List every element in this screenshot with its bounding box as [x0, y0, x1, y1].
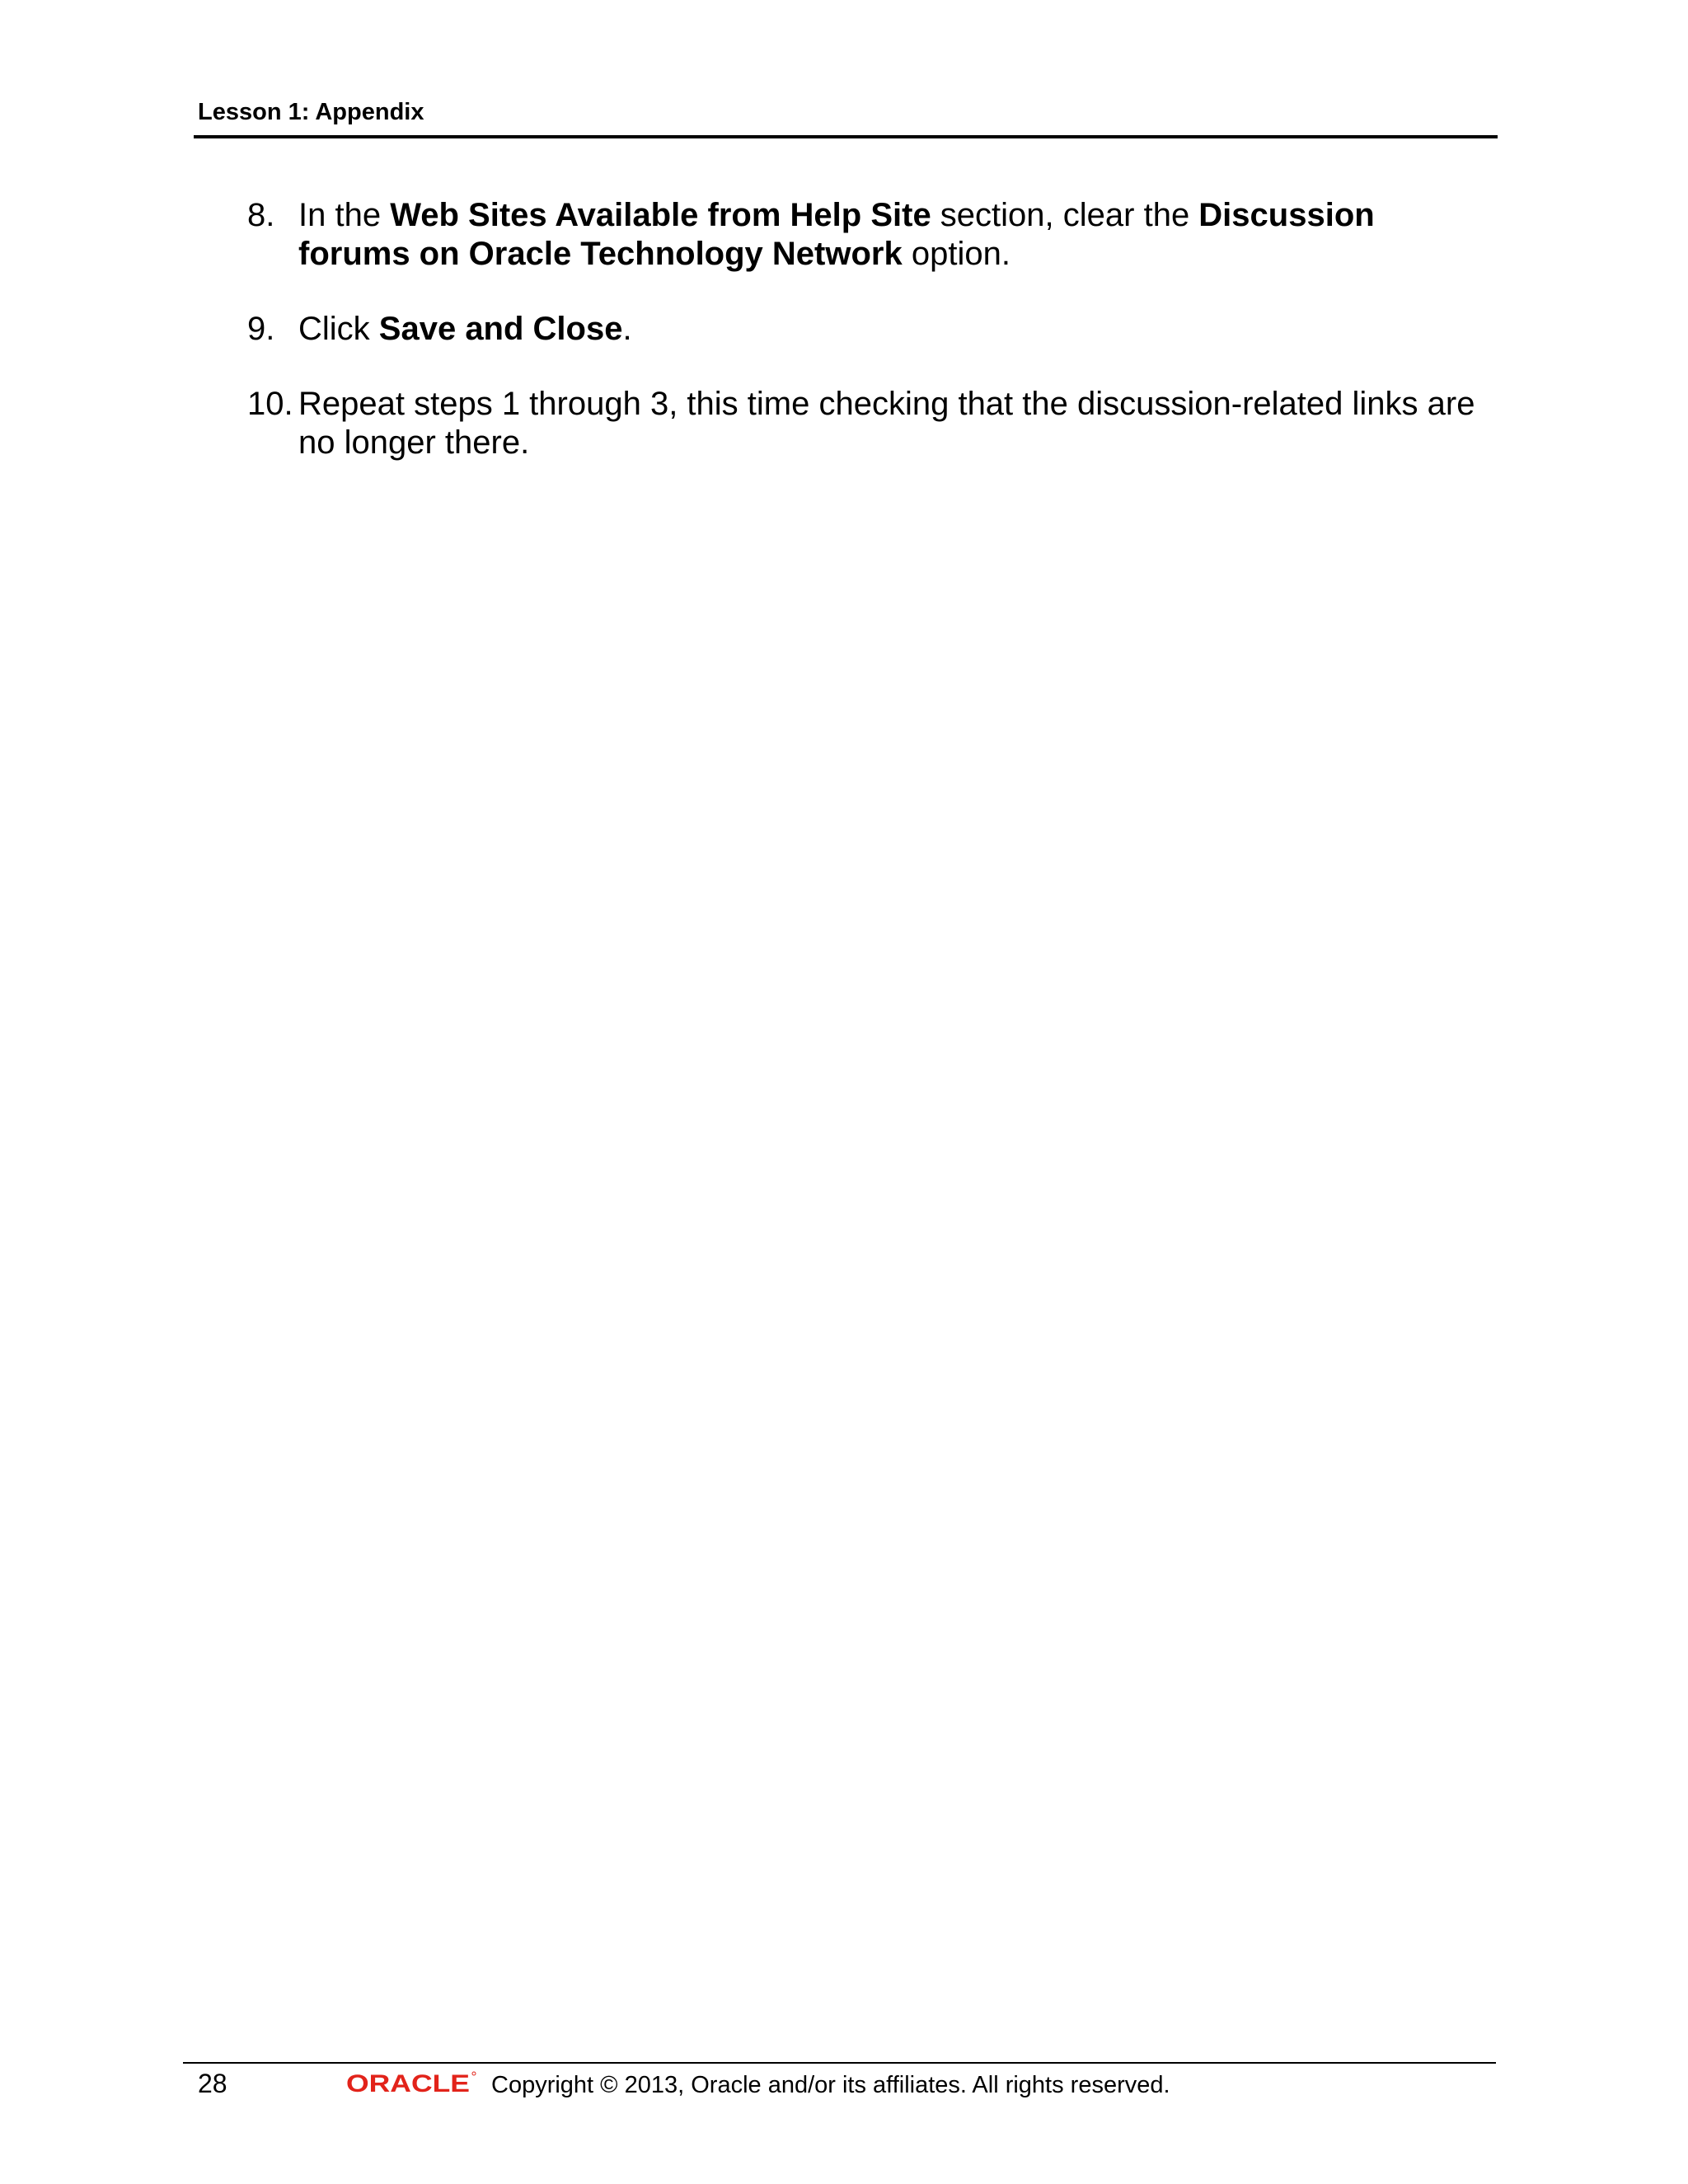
page-number: 28: [198, 2069, 227, 2098]
text-run: Click: [298, 311, 379, 347]
page-header-title: Lesson 1: Appendix: [198, 99, 424, 125]
step-text-line: [298, 235, 1502, 274]
step-text: [298, 385, 1502, 462]
footer-divider: [183, 2062, 1496, 2064]
step-number: 8.: [247, 197, 275, 233]
step-text-line: no longer there.: [298, 424, 530, 461]
step-text-line: [298, 310, 1502, 349]
ui-term-discussion-option-cont: forums on Oracle Technology Network: [298, 236, 903, 272]
step-number: 10.: [247, 386, 293, 422]
step-text: [298, 196, 1502, 274]
step-number: 9.: [247, 311, 275, 347]
oracle-logo-text: ORACLE: [346, 2070, 470, 2097]
ui-term-save-and-close: Save and Close: [378, 311, 623, 347]
text-run: option.: [902, 236, 1010, 272]
oracle-logo: [346, 2069, 478, 2097]
step-text-line: Repeat steps 1 through 3, this time checking that the discussion-related links are: [298, 386, 1475, 422]
header-divider: [194, 135, 1498, 138]
text-run: .: [622, 311, 632, 347]
text-run: section, clear the: [931, 197, 1199, 233]
step-text: [298, 310, 1502, 349]
registered-mark-icon: [472, 2072, 476, 2075]
ui-term-web-sites-section: Web Sites Available from Help Site: [390, 197, 931, 233]
copyright-notice: Copyright © 2013, Oracle and/or its affiliates. All rights reserved.: [491, 2072, 1170, 2098]
step-text-line: [298, 196, 1502, 235]
text-run: In the: [298, 197, 391, 233]
ui-term-discussion-option: Discussion: [1198, 197, 1375, 233]
